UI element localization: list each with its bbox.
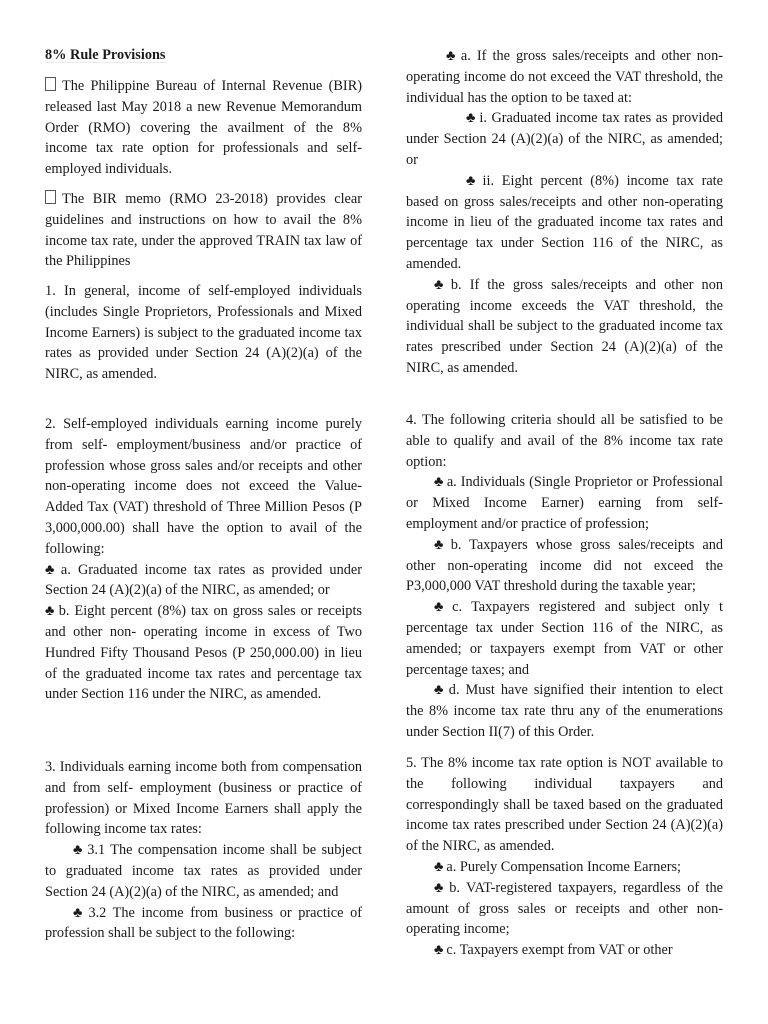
- bullet-paragraph: The BIR memo (RMO 23-2018) provides clear guidelines and instructions on how to avail the 8% income tax rate, under the approved TRAIN tax law of the Philippines: [45, 191, 362, 270]
- item-4-b: ♣ b. Taxpayers whose gross sales/receipts and other non-operating income did not exceed the P3,000,000 VAT threshold during the taxable year;: [406, 536, 723, 595]
- option-a-ii: ♣ ii. Eight percent (8%) income tax rate based on gross sales/receipts and other non-operating income in lieu of the graduated income tax rates and percentage tax under Section 116 of the NIRC, as amended.: [406, 172, 724, 272]
- item-3: [45, 757, 362, 944]
- club-bullet-icon: ♣: [45, 603, 56, 620]
- club-bullet-icon: ♣: [434, 474, 444, 491]
- club-bullet-icon: ♣: [434, 858, 444, 875]
- option-a-i: ♣ i. Graduated income tax rates as provided under Section 24 (A)(2)(a) of the NIRC, as amended; or: [406, 110, 723, 168]
- page-title: 8% Rule Provisions: [45, 47, 166, 63]
- rate-options: [406, 46, 723, 379]
- item-2: [45, 414, 362, 705]
- item-4: [406, 410, 723, 743]
- item-3-lead: 3. Individuals earning income both from compensation and from self- employment (business or practice of profession) or Mixed Income Earners shall apply the following income tax rates:: [45, 759, 362, 838]
- option-a: ♣ a. If the gross sales/receipts and other non-operating income do not exceed the VAT threshold, the individual has the option to be taxed at:: [406, 48, 723, 106]
- club-bullet-icon: ♣: [45, 561, 58, 578]
- item-4-lead: 4. The following criteria should all be satisfied to be able to qualify and avail of the 8% income tax rate option:: [406, 412, 723, 470]
- club-bullet-icon: ♣: [434, 879, 447, 896]
- checkbox-glyph-icon: [45, 190, 56, 204]
- bullet-paragraph: The Philippine Bureau of Internal Revenue (BIR) released last May 2018 a new Revenue Memorandum Order (RMO) covering the availment of the 8% income tax rate option for professionals and self-employed individuals.: [45, 78, 362, 178]
- item-5-a: ♣ a. Purely Compensation Income Earners;: [434, 858, 682, 875]
- club-bullet-icon: ♣: [434, 682, 446, 699]
- item-1: 1. In general, income of self-employed individuals (includes Single Proprietors, Professionals and Mixed Income Earners) is subject to the graduated income tax rates as provided under Section 24 (A)(2)(a) of the NIRC, as amended.: [45, 283, 362, 383]
- item-3-1: ♣ 3.1 The compensation income shall be subject to graduated income tax rates as provided under Section 24 (A)(2)(a) of the NIRC, as amended; and: [45, 842, 362, 900]
- club-bullet-icon: ♣: [434, 276, 448, 293]
- club-bullet-icon: ♣: [434, 599, 450, 616]
- club-bullet-icon: ♣: [434, 536, 448, 553]
- item-5-lead: 5. The 8% income tax rate option is NOT available to the following individual taxpayers and correspondingly shall be taxed based on the graduated income tax rates prescribed under Section 24 (A)(2)(a) of the NIRC, as amended.: [406, 755, 723, 855]
- item-2-lead: 2. Self-employed individuals earning income purely from self- employment/business and/or practice of profession whose gross sales and/or receipts and other non-operating income does not exceed the Value-Added Tax (VAT) threshold of Three Million Pesos (P 3,000,000.00) shall have the option to avail of the following:: [45, 416, 362, 557]
- item-5-b: ♣ b. VAT-registered taxpayers, regardless of the amount of gross sales or receipts and other non-operating income;: [406, 879, 723, 938]
- item-4-d: ♣ d. Must have signified their intention to elect the 8% income tax rate thru any of the enumerations under Section II(7) of this Order.: [406, 682, 723, 740]
- item-2-b: ♣ b. Eight percent (8%) tax on gross sales or receipts and other non- operating income in excess of Two Hundred Fifty Thousand Pesos (P 250,000.00) in lieu of the graduated income tax rates and percentage tax under Section 116 under the NIRC, as amended.: [45, 603, 362, 703]
- item-4-a: ♣ a. Individuals (Single Proprietor or Professional or Mixed Income Earner) earning from self-employment and/or practice of profession;: [406, 474, 723, 532]
- option-b: ♣ b. If the gross sales/receipts and other non operating income exceeds the VAT threshold, the individual shall be subject to the graduated income tax rates prescribed under Section 24 (A)(2)(a) of the NIRC, as amended.: [406, 276, 723, 376]
- checkbox-glyph-icon: [45, 77, 56, 91]
- club-bullet-icon: ♣: [466, 110, 477, 127]
- club-bullet-icon: ♣: [73, 842, 85, 859]
- item-2-a: ♣ a. Graduated income tax rates as provided under Section 24 (A)(2)(a) of the NIRC, as amended; or: [45, 561, 362, 599]
- item-3-2: ♣ 3.2 The income from business or practice of profession shall be subject to the following:: [45, 904, 362, 942]
- item-5-c: ♣ c. Taxpayers exempt from VAT or other: [434, 942, 673, 959]
- club-bullet-icon: ♣: [73, 904, 86, 921]
- item-5: [406, 753, 723, 961]
- club-bullet-icon: ♣: [446, 48, 458, 64]
- item-4-c: ♣ c. Taxpayers registered and subject only t percentage tax under Section 116 of the NIRC, as amended; or taxpayers exempt from VAT or other percentage taxes; and: [406, 599, 723, 678]
- club-bullet-icon: ♣: [466, 172, 480, 189]
- club-bullet-icon: ♣: [434, 942, 444, 959]
